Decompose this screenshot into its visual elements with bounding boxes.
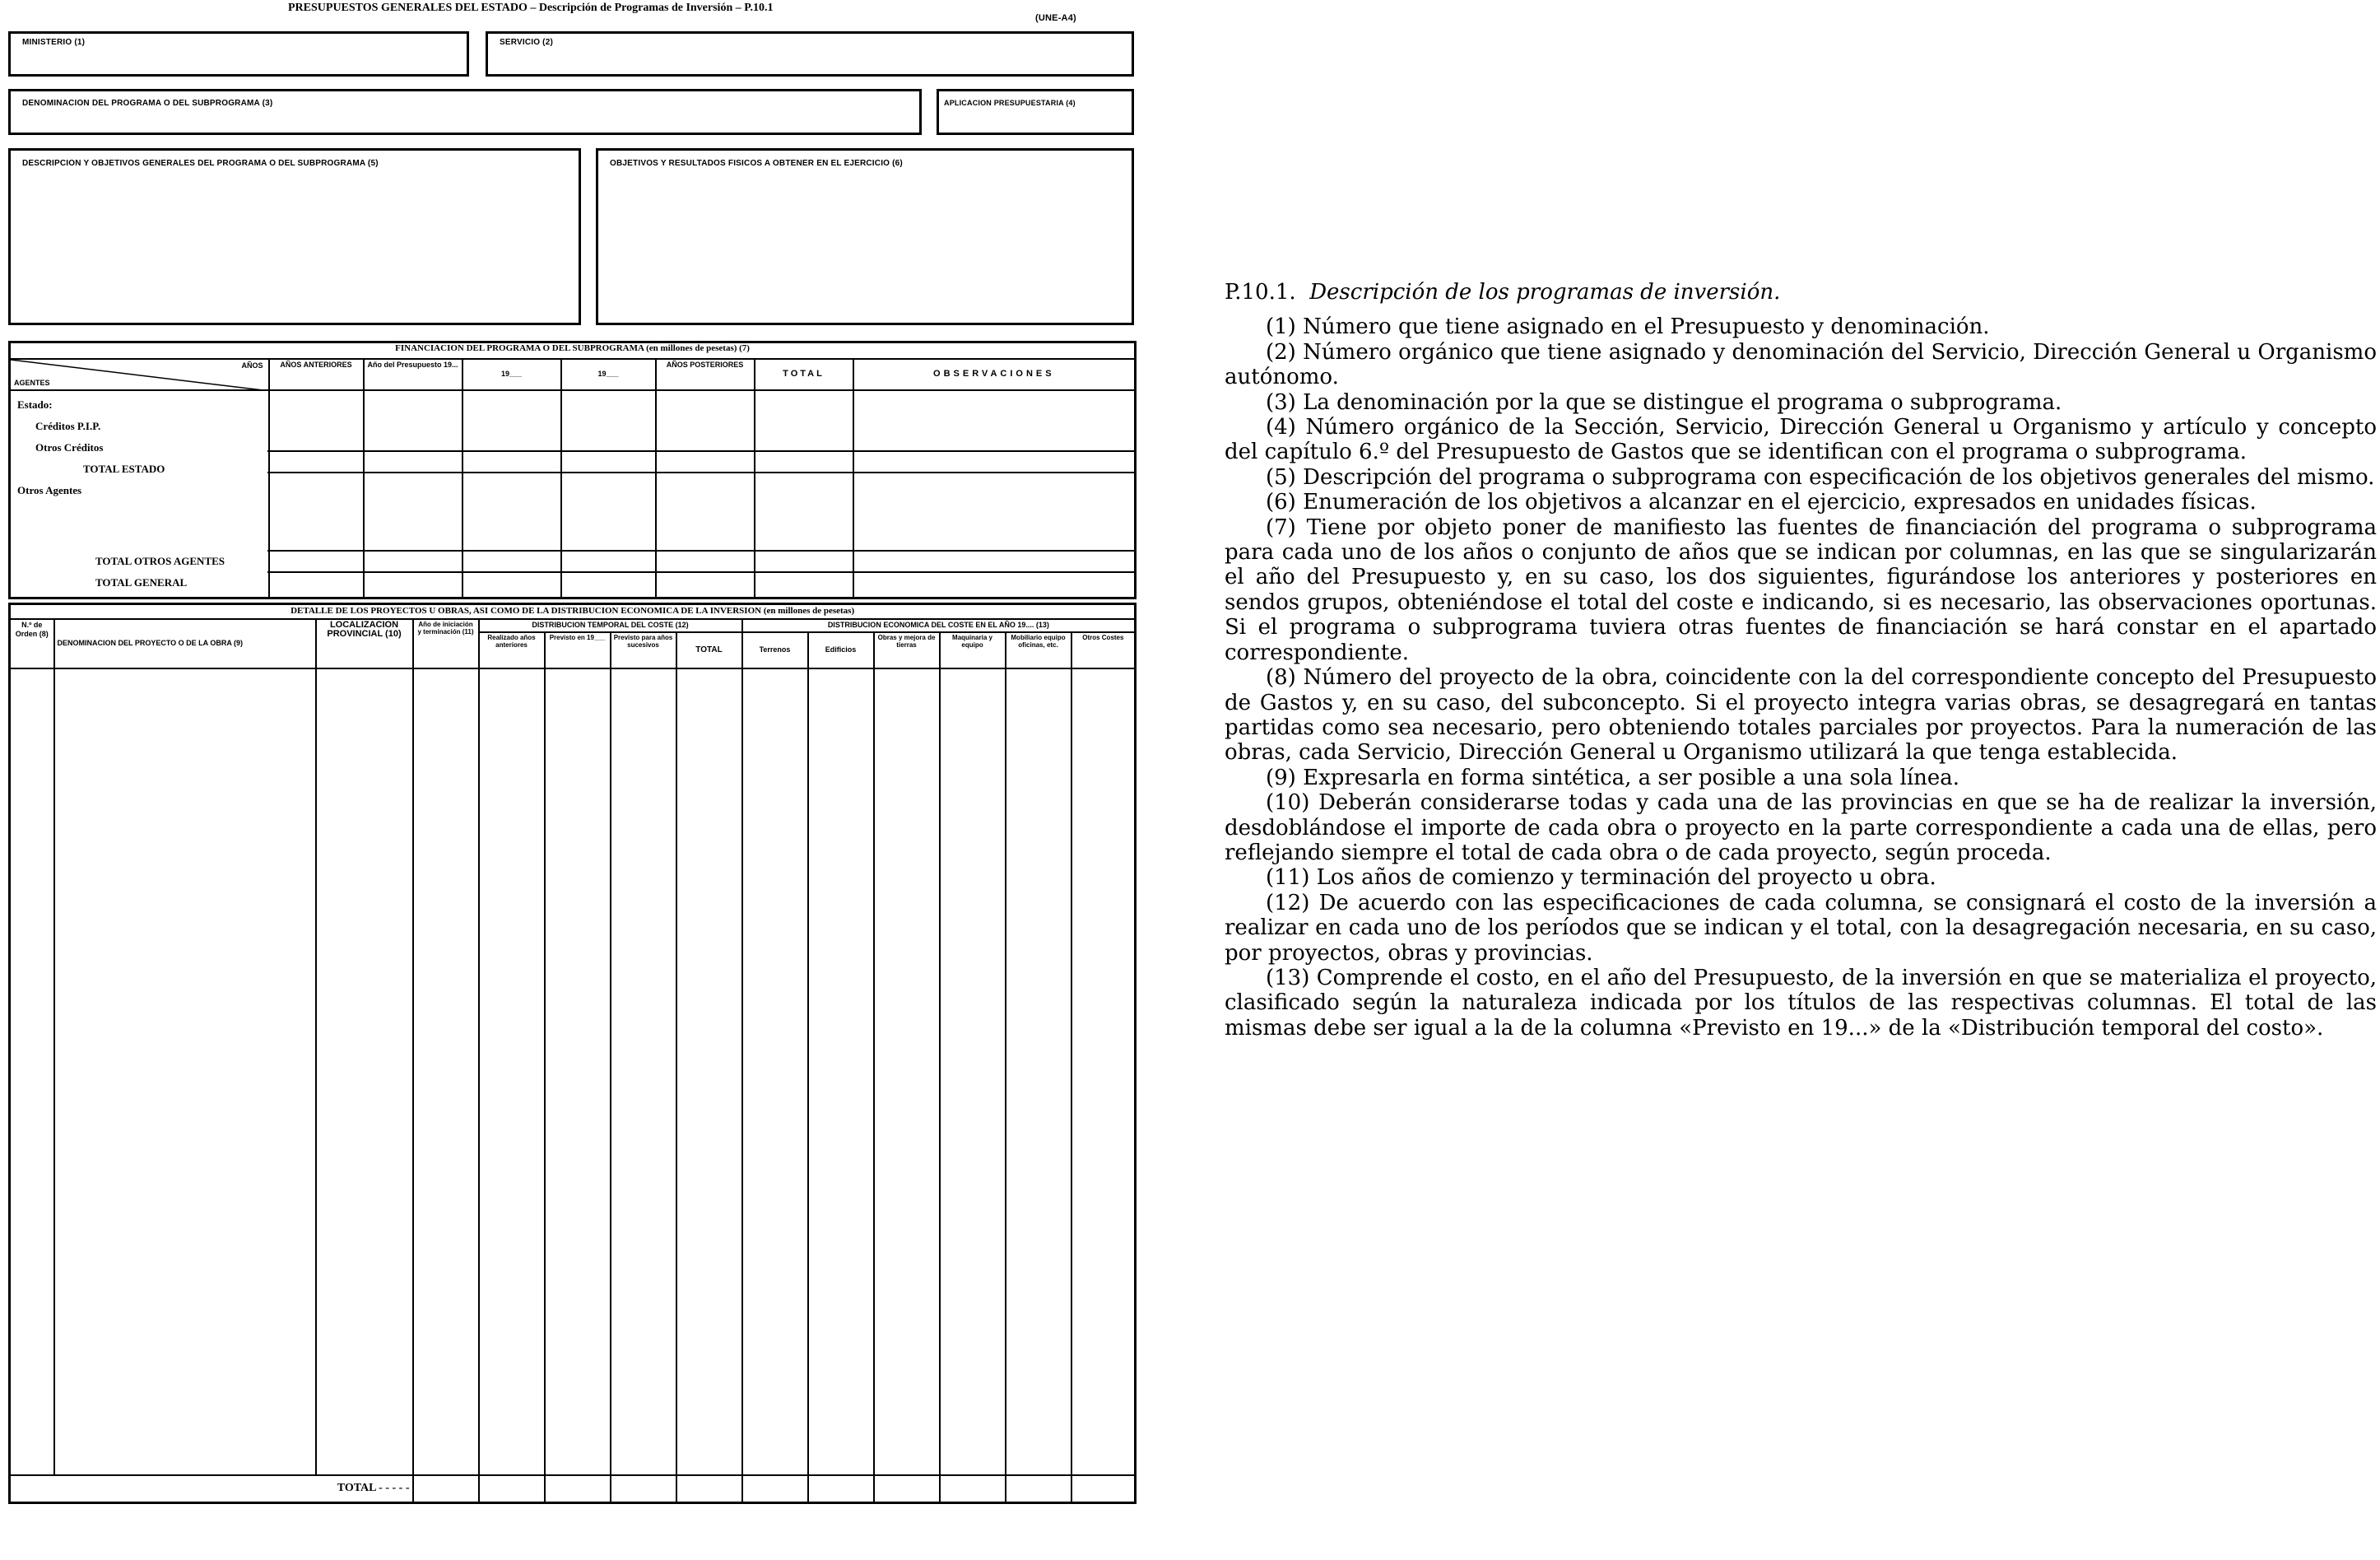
rule-otros-agentes — [267, 472, 1134, 473]
agentes-list — [10, 390, 269, 598]
total-cell[interactable] — [940, 1475, 1006, 1503]
detalle-body-cell[interactable] — [479, 668, 545, 1475]
note-item: (8) Número del proyecto de la obra, coincidente con la del correspondiente concepto del Presupuesto de Gastos y, en su caso, del subconcepto. Si el proyecto integra varias obras, se desagregará en tantas partidas como sea necesario, pero obteniendo totales parciales por proyectos. Para la numeración de las obras, cada Servicio, Dirección General u Organismo utilizará la que tenga establecida. — [1225, 665, 2377, 766]
financiacion-cell[interactable] — [269, 390, 364, 598]
aplicacion-box[interactable] — [937, 89, 1134, 135]
format-label: (UNE-A4) — [1035, 13, 1076, 23]
row-otros-creditos: Otros Créditos — [35, 440, 104, 454]
col-ano-inicio: Año de iniciación y terminación (11) — [413, 619, 479, 668]
note-item: (2) Número orgánico que tiene asignado y denominación del Servicio, Dirección General u Organismo autónomo. — [1225, 339, 2377, 390]
detalle-body-cell[interactable] — [54, 668, 316, 1475]
note-item: (6) Enumeración de los objetivos a alcanzar en el ejercicio, expresados en unidades físicas. — [1266, 490, 2257, 515]
row-otros-agentes: Otros Agentes — [17, 483, 82, 496]
col-otros: Otros Costes — [1071, 632, 1136, 668]
col-total-temporal: TOTAL — [676, 632, 742, 668]
col-observaciones: OBSERVACIONES — [853, 359, 1136, 390]
financiacion-cell[interactable] — [561, 390, 656, 598]
detalle-body-cell[interactable] — [611, 668, 676, 1475]
detalle-body-cell[interactable] — [808, 668, 874, 1475]
financiacion-cell[interactable] — [463, 390, 561, 598]
row-estado: Estado: — [17, 398, 53, 411]
col-posteriores: AÑOS POSTERIORES — [656, 359, 755, 390]
total-cell[interactable] — [545, 1475, 611, 1503]
col-denominacion: DENOMINACION DEL PROYECTO O DE LA OBRA (9) — [54, 619, 316, 668]
aplicacion-label: APLICACION PRESUPUESTARIA (4) — [944, 99, 1076, 107]
detalle-body-cell[interactable] — [676, 668, 742, 1475]
col-previsto: Previsto en 19___ — [545, 632, 611, 668]
detalle-body-cell[interactable] — [413, 668, 479, 1475]
detalle-body-cell[interactable] — [940, 668, 1006, 1475]
agentes-label: AGENTES — [14, 378, 50, 387]
grp-temporal: DISTRIBUCION TEMPORAL DEL COSTE (12) — [479, 619, 742, 632]
row-total-general: TOTAL GENERAL — [95, 575, 188, 589]
ministerio-box[interactable] — [8, 31, 469, 77]
financiacion-title: FINANCIACION DEL PROGRAMA O DEL SUBPROGRAMA (en millones de pesetas) (7) — [10, 342, 1136, 359]
anos-label: AÑOS — [241, 361, 263, 370]
col-prevision: Previsto para años sucesivos — [611, 632, 676, 668]
total-label: TOTAL - - - - - — [10, 1475, 413, 1503]
denominacion-box[interactable] — [8, 89, 922, 135]
notes-title — [1225, 280, 2377, 305]
financiacion-table — [8, 341, 1137, 599]
detalle-table — [8, 603, 1137, 1504]
detalle-body-cell[interactable] — [742, 668, 808, 1475]
note-item: (13) Comprende el costo, en el año del Presupuesto, de la inversión en que se materializa el proyecto, clasificado según la naturaleza indicada por los títulos de las respectivas columnas. El total de las mismas debe ser igual a la de la columna «Previsto en 19...» de la «Distribución temporal del costo». — [1225, 965, 2377, 1041]
financiacion-cell[interactable] — [755, 390, 853, 598]
detalle-body-cell[interactable] — [874, 668, 940, 1475]
detalle-body-cell[interactable] — [545, 668, 611, 1475]
note-item: (10) Deberán considerarse todas y cada una de las provincias en que se ha de realizar la inversión, desdoblándose el importe de cada obra o proyecto en la parte correspondiente a cada una de ellas, pero reflejando siempre el total de cada obra o de cada proyecto, según proceda. — [1225, 790, 2377, 865]
notes-title-text: Descripción de los programas de inversión. — [1309, 280, 1781, 305]
note-item: (11) Los años de comienzo y terminación del proyecto u obra. — [1266, 865, 1936, 891]
total-cell[interactable] — [611, 1475, 676, 1503]
denominacion-label: DENOMINACION DEL PROGRAMA O DEL SUBPROGRAMA (3) — [22, 99, 273, 108]
total-cell[interactable] — [479, 1475, 545, 1503]
col-anteriores: AÑOS ANTERIORES — [269, 359, 364, 390]
col-presupuesto: Año del Presupuesto 19... — [364, 359, 463, 390]
note-item: (4) Número orgánico de la Sección, Servicio, Dirección General u Organismo y artículo y concepto del capítulo 6.º del Presupuesto de Gastos que se identifican con el programa o subprograma. — [1225, 415, 2377, 465]
financiacion-cell[interactable] — [853, 390, 1136, 598]
col-localizacion: LOCALIZACION PROVINCIAL (10) — [316, 619, 413, 668]
note-item: (5) Descripción del programa o subprograma con especificación de los objetivos generales del mismo. — [1266, 464, 2375, 490]
total-cell[interactable] — [1006, 1475, 1071, 1503]
descripcion-box[interactable] — [8, 148, 581, 325]
total-cell[interactable] — [1071, 1475, 1136, 1503]
anos-agentes-cell — [10, 359, 269, 390]
col-orden: N.º de Orden (8) — [10, 619, 54, 668]
notes-title-number: P.10.1. — [1225, 280, 1296, 305]
row-pip: Créditos P.I.P. — [35, 419, 101, 432]
rule-total-estado — [267, 450, 1134, 452]
detalle-title: DETALLE DE LOS PROYECTOS U OBRAS, ASI COMO DE LA DISTRIBUCION ECONOMICA DE LA INVERSION (en millones de pesetas) — [10, 604, 1136, 619]
servicio-label: SERVICIO (2) — [500, 38, 554, 47]
note-item: (9) Expresarla en forma sintética, a ser posible a una sola línea. — [1266, 765, 1960, 790]
col-maquinaria: Maquinaria y equipo — [940, 632, 1006, 668]
col-realizado: Realizado años anteriores — [479, 632, 545, 668]
detalle-body-cell[interactable] — [316, 668, 413, 1475]
col-mobiliario: Mobiliario equipo oficinas, etc. — [1006, 632, 1071, 668]
notes-column — [1225, 280, 2377, 1041]
rule-total-general — [267, 571, 1134, 573]
col-19a: 19___ — [463, 359, 561, 390]
col-total: TOTAL — [755, 359, 853, 390]
note-item: (1) Número que tiene asignado en el Presupuesto y denominación. — [1266, 314, 1990, 340]
grp-economica: DISTRIBUCION ECONOMICA DEL COSTE EN EL AÑO 19.... (13) — [742, 619, 1136, 632]
rule-total-otros — [267, 550, 1134, 552]
row-total-estado: TOTAL ESTADO — [83, 462, 165, 475]
financiacion-cell[interactable] — [364, 390, 463, 598]
descripcion-label: DESCRIPCION Y OBJETIVOS GENERALES DEL PROGRAMA O DEL SUBPROGRAMA (5) — [22, 159, 379, 168]
col-terrenos: Terrenos — [742, 632, 808, 668]
detalle-body-cell[interactable] — [1071, 668, 1136, 1475]
col-edificios: Edificios — [808, 632, 874, 668]
total-cell[interactable] — [676, 1475, 742, 1503]
col-19b: 19___ — [561, 359, 656, 390]
financiacion-cell[interactable] — [656, 390, 755, 598]
ministerio-label: MINISTERIO (1) — [22, 38, 86, 47]
total-cell[interactable] — [413, 1475, 479, 1503]
note-item: (7) Tiene por objeto poner de manifiesto las fuentes de financiación del programa o subprograma para cada uno de los años o conjunto de años que se indican por columnas, en las que se singularizarán el año del Presupuesto y, en su caso, los dos siguientes, figurándose los anteriores y posteriores en sendos grupos, obteniéndose el total del coste e indicando, si es necesario, las observaciones oportunas. Si el programa o subprograma tuviera otras fuentes de financiación se hará constar en el apartado correspondiente. — [1225, 515, 2377, 665]
objetivos-label: OBJETIVOS Y RESULTADOS FISICOS A OBTENER EN EL EJERCICIO (6) — [610, 159, 903, 168]
detalle-body-cell[interactable] — [1006, 668, 1071, 1475]
detalle-body-cell[interactable] — [10, 668, 54, 1475]
row-total-otros: TOTAL OTROS AGENTES — [95, 554, 225, 567]
note-item: (12) De acuerdo con las especificaciones de cada columna, se consignará el costo de la inversión a realizar en cada uno de los períodos que se indican y el total, con la desagregación necesaria, en su caso, por proyectos, obras y provincias. — [1225, 890, 2377, 966]
note-item: (3) La denominación por la que se distingue el programa o subprograma. — [1266, 389, 2062, 415]
servicio-box[interactable] — [486, 31, 1134, 77]
form-title: PRESUPUESTOS GENERALES DEL ESTADO – Descripción de Programas de Inversión – P.10.1 — [288, 2, 774, 14]
total-cell[interactable] — [808, 1475, 874, 1503]
col-obras: Obras y mejora de tierras — [874, 632, 940, 668]
total-cell[interactable] — [742, 1475, 808, 1503]
total-cell[interactable] — [874, 1475, 940, 1503]
objetivos-box[interactable] — [596, 148, 1134, 325]
